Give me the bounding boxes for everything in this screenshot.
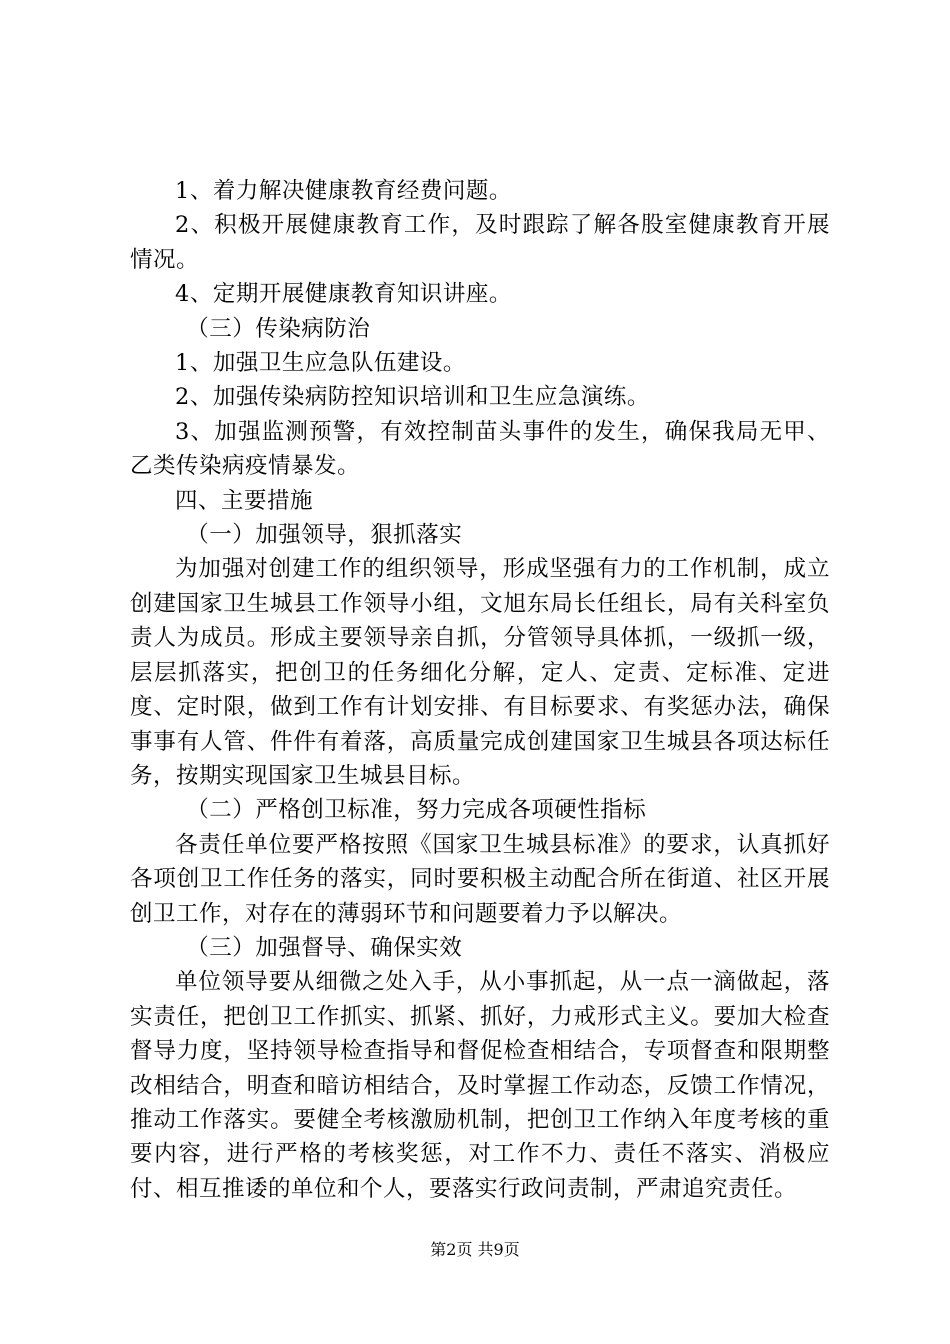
paragraph: 1、加强卫生应急队伍建设。 — [175, 350, 466, 377]
paragraph: 1、着力解决健康教育经费问题。 — [175, 178, 512, 204]
section-heading: 四、主要措施 — [175, 487, 314, 514]
paragraph: 2、积极开展健康教育工作，及时跟踪了解各股室健康教育开展情况。 — [130, 212, 830, 273]
paragraph: 单位领导要从细微之处入手，从小事抓起，从一点一滴做起，落实责任，把创卫工作抓实、抓紧、抓好，力戒形式主义。要加大检查督导力度，坚持领导检查指导和督促检查相结合，专项督查和限期整改相结合，明查和暗访相结合，及时掌握工作动态，反馈工作情况，推动工作落实。要健全考核激励机制，把创卫工作纳入年度考核的重要内容，进行严格的考核奖惩，对工作不力、责任不落实、消极应付、相互推诿的单位和个人，要落实行政问责制，严肃追究责任。 — [130, 969, 830, 1202]
section-heading: （三）传染病防治 — [186, 315, 371, 342]
section-heading: （二）严格创卫标准，努力完成各项硬性指标 — [186, 797, 647, 824]
paragraph: 为加强对创建工作的组织领导，形成坚强有力的工作机制，成立创建国家卫生城县工作领导小组，文旭东局长任组长，局有关科室负责人为成员。形成主要领导亲自抓，分管领导具体抓，一级抓一级，层层抓落实，把创卫的任务细化分解，定人、定责、定标准、定进度、定时限，做到工作有计划安排、有目标要求、有奖惩办法，确保事事有人管、件件有着落，高质量完成创建国家卫生城县各项达标任务，按期实现国家卫生城县目标。 — [130, 556, 830, 789]
paragraph: 各责任单位要严格按照《国家卫生城县标准》的要求，认真抓好各项创卫工作任务的落实，同时要积极主动配合所在街道、社区开展创卫工作，对存在的薄弱环节和问题要着力予以解决。 — [130, 831, 830, 927]
paragraph: 4、定期开展健康教育知识讲座。 — [175, 281, 512, 308]
page-number-footer: 第2页 共9页 — [430, 1240, 520, 1259]
paragraph: 2、加强传染病防控知识培训和卫生应急演练。 — [175, 384, 650, 411]
section-heading: （一）加强领导，狠抓落实 — [186, 522, 463, 549]
section-heading: （三）加强督导、确保实效 — [186, 934, 463, 961]
paragraph: 3、加强监测预警，有效控制苗头事件的发生，确保我局无甲、乙类传染病疫情暴发。 — [130, 418, 830, 480]
document-body — [130, 174, 830, 1206]
